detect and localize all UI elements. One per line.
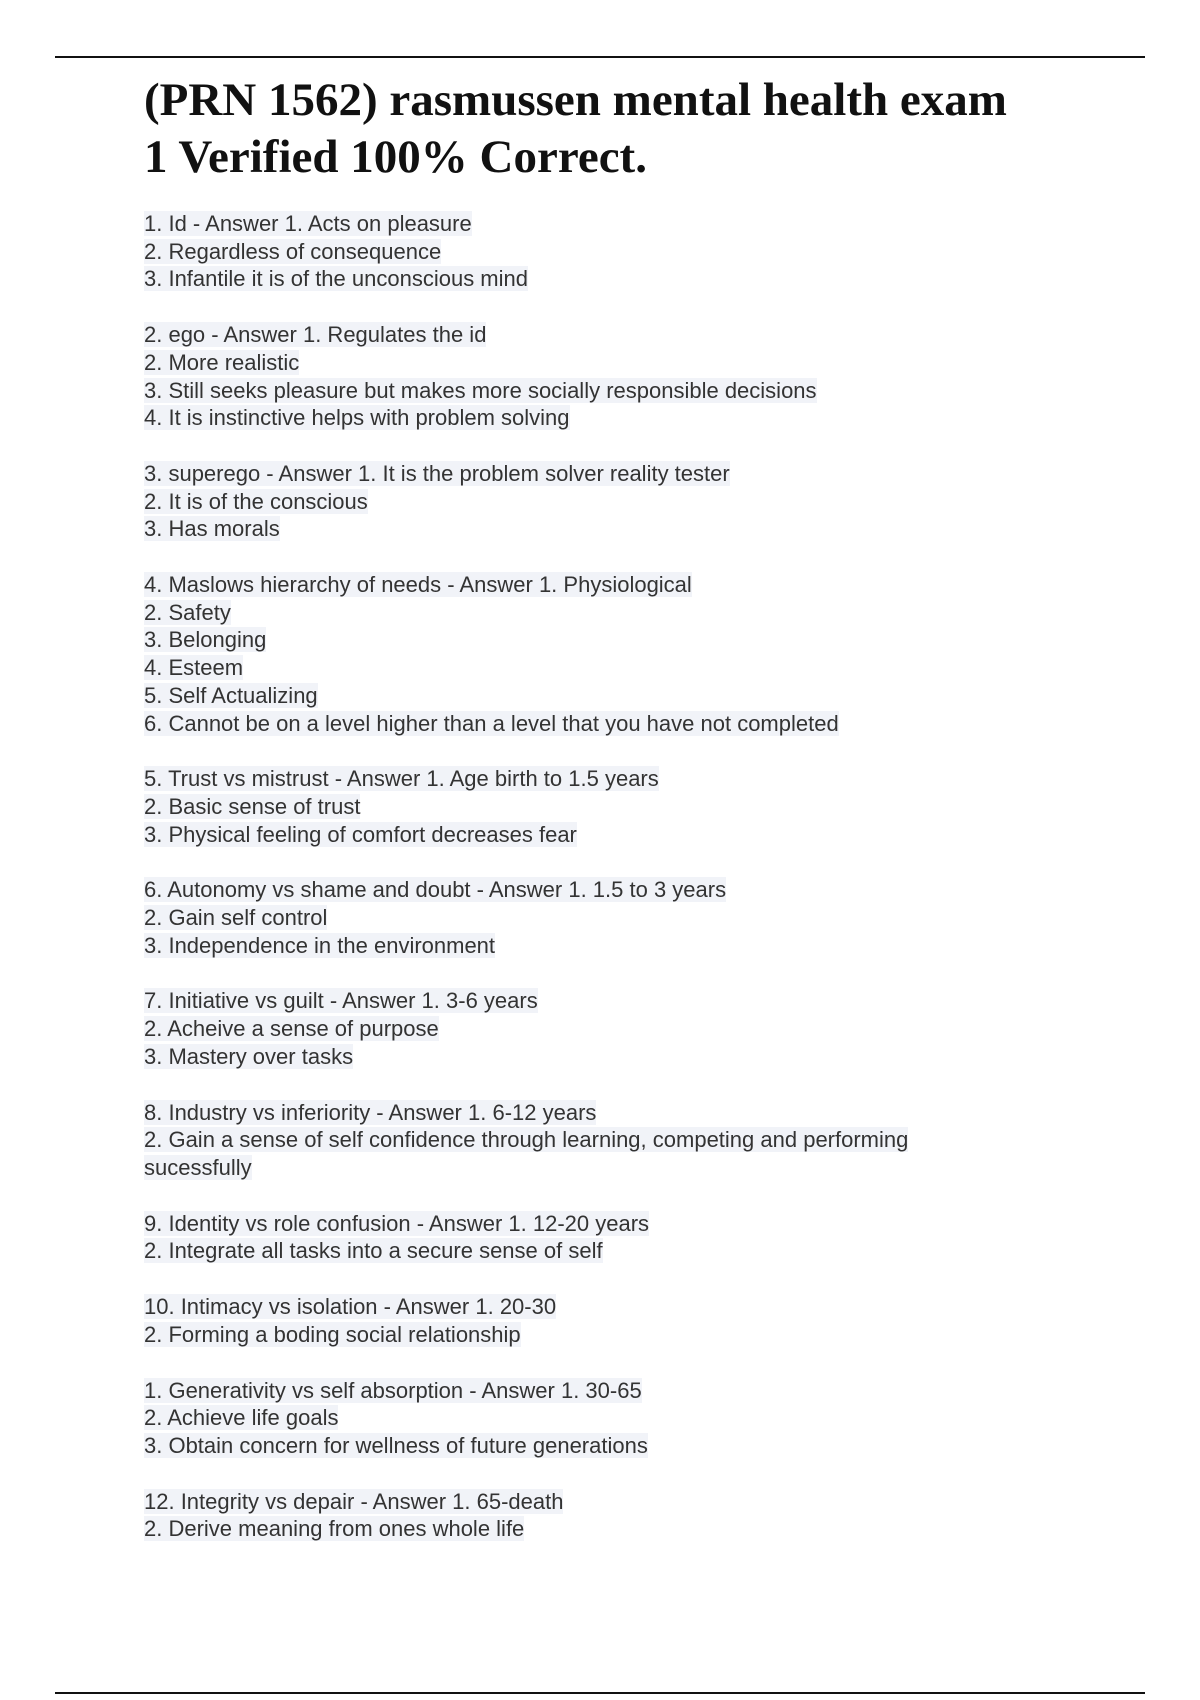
qa-item: [144, 1099, 1044, 1182]
qa-line-text: 5. Self Actualizing: [144, 682, 318, 708]
qa-line-text: 2. It is of the conscious: [144, 488, 368, 514]
qa-answer-line: [144, 821, 1044, 849]
qa-answer-line: [144, 710, 1044, 738]
qa-line-text: 6. Cannot be on a level higher than a level that you have not completed: [144, 710, 839, 736]
qa-answer-line: [144, 515, 1044, 543]
qa-line-text: 3. Independence in the environment: [144, 932, 496, 958]
qa-question-line: [144, 987, 1044, 1015]
document-title-line-1: (PRN 1562) rasmussen mental health exam: [144, 74, 1007, 126]
qa-item: [144, 1293, 1044, 1348]
qa-answer-line: [144, 1154, 1044, 1182]
qa-line-text: 4. Maslows hierarchy of needs - Answer 1. Physiological: [144, 572, 692, 598]
qa-item: [144, 321, 1044, 432]
qa-line-text: 4. Esteem: [144, 655, 244, 681]
qa-question-line: [144, 571, 1044, 599]
qa-line-text: 12. Integrity vs depair - Answer 1. 65-death: [144, 1488, 564, 1514]
qa-answer-line: [144, 904, 1044, 932]
qa-line-text: 10. Intimacy vs isolation - Answer 1. 20-30: [144, 1294, 557, 1320]
question-answer-list: [144, 210, 1044, 1571]
qa-item: [144, 765, 1044, 848]
qa-answer-line: [144, 1237, 1044, 1265]
qa-answer-line: [144, 349, 1044, 377]
qa-item: [144, 1377, 1044, 1460]
qa-question-line: [144, 876, 1044, 904]
qa-line-text: 7. Initiative vs guilt - Answer 1. 3-6 years: [144, 988, 538, 1014]
qa-line-text: 3. Has morals: [144, 516, 280, 542]
qa-line-text: 2. Basic sense of trust: [144, 793, 361, 819]
qa-question-line: [144, 1377, 1044, 1405]
qa-question-line: [144, 321, 1044, 349]
qa-answer-line: [144, 1404, 1044, 1432]
qa-line-text: 2. Forming a boding social relationship: [144, 1321, 521, 1347]
qa-line-text: 3. Obtain concern for wellness of future generations: [144, 1432, 648, 1458]
qa-line-text: 2. Gain self control: [144, 905, 328, 931]
qa-item: [144, 1488, 1044, 1543]
qa-line-text: 2. Gain a sense of self confidence through learning, competing and performing: [144, 1127, 909, 1153]
qa-answer-line: [144, 404, 1044, 432]
qa-question-line: [144, 210, 1044, 238]
qa-item: [144, 460, 1044, 543]
qa-item: [144, 1210, 1044, 1265]
qa-answer-line: [144, 1515, 1044, 1543]
qa-answer-line: [144, 1043, 1044, 1071]
qa-line-text: 8. Industry vs inferiority - Answer 1. 6-12 years: [144, 1099, 597, 1125]
qa-line-text: 5. Trust vs mistrust - Answer 1. Age birth to 1.5 years: [144, 766, 659, 792]
qa-line-text: 2. Safety: [144, 599, 231, 625]
qa-line-text: 2. Regardless of consequence: [144, 238, 442, 264]
qa-answer-line: [144, 1432, 1044, 1460]
qa-line-text: 1. Id - Answer 1. Acts on pleasure: [144, 211, 472, 236]
qa-question-line: [144, 765, 1044, 793]
qa-line-text: 4. It is instinctive helps with problem solving: [144, 405, 570, 431]
qa-line-text: 2. More realistic: [144, 349, 300, 375]
qa-answer-line: [144, 793, 1044, 821]
qa-line-text: 3. Still seeks pleasure but makes more socially responsible decisions: [144, 377, 817, 403]
qa-answer-line: [144, 488, 1044, 516]
qa-answer-line: [144, 1321, 1044, 1349]
qa-question-line: [144, 1099, 1044, 1127]
qa-item: [144, 210, 1044, 293]
qa-answer-line: [144, 238, 1044, 266]
qa-answer-line: [144, 1126, 1044, 1154]
qa-item: [144, 876, 1044, 959]
qa-line-text: 3. Belonging: [144, 627, 267, 653]
qa-answer-line: [144, 599, 1044, 627]
qa-item: [144, 987, 1044, 1070]
qa-line-text: sucessfully: [144, 1154, 252, 1180]
qa-item: [144, 571, 1044, 737]
qa-answer-line: [144, 1015, 1044, 1043]
document-title-line-2: 1 Verified 100% Correct.: [144, 131, 647, 183]
qa-question-line: [144, 1488, 1044, 1516]
qa-line-text: 3. Mastery over tasks: [144, 1043, 354, 1069]
qa-answer-line: [144, 626, 1044, 654]
top-divider: [55, 56, 1145, 58]
qa-line-text: 3. superego - Answer 1. It is the problem solver reality tester: [144, 460, 730, 486]
qa-answer-line: [144, 377, 1044, 405]
qa-line-text: 2. Derive meaning from ones whole life: [144, 1516, 525, 1542]
document-title: [144, 72, 1084, 186]
qa-line-text: 2. Acheive a sense of purpose: [144, 1016, 439, 1042]
bottom-divider: [55, 1692, 1145, 1694]
qa-question-line: [144, 460, 1044, 488]
qa-line-text: 3. Physical feeling of comfort decreases fear: [144, 821, 577, 847]
qa-answer-line: [144, 932, 1044, 960]
qa-answer-line: [144, 265, 1044, 293]
qa-line-text: 6. Autonomy vs shame and doubt - Answer 1. 1.5 to 3 years: [144, 877, 727, 903]
qa-line-text: 2. Integrate all tasks into a secure sense of self: [144, 1238, 603, 1264]
qa-line-text: 2. ego - Answer 1. Regulates the id: [144, 322, 487, 348]
qa-line-text: 9. Identity vs role confusion - Answer 1. 12-20 years: [144, 1210, 650, 1236]
qa-question-line: [144, 1293, 1044, 1321]
qa-answer-line: [144, 682, 1044, 710]
qa-line-text: 2. Achieve life goals: [144, 1405, 339, 1431]
qa-line-text: 3. Infantile it is of the unconscious mind: [144, 266, 528, 292]
qa-answer-line: [144, 654, 1044, 682]
qa-line-text: 1. Generativity vs self absorption - Answer 1. 30-65: [144, 1377, 642, 1403]
qa-question-line: [144, 1210, 1044, 1238]
